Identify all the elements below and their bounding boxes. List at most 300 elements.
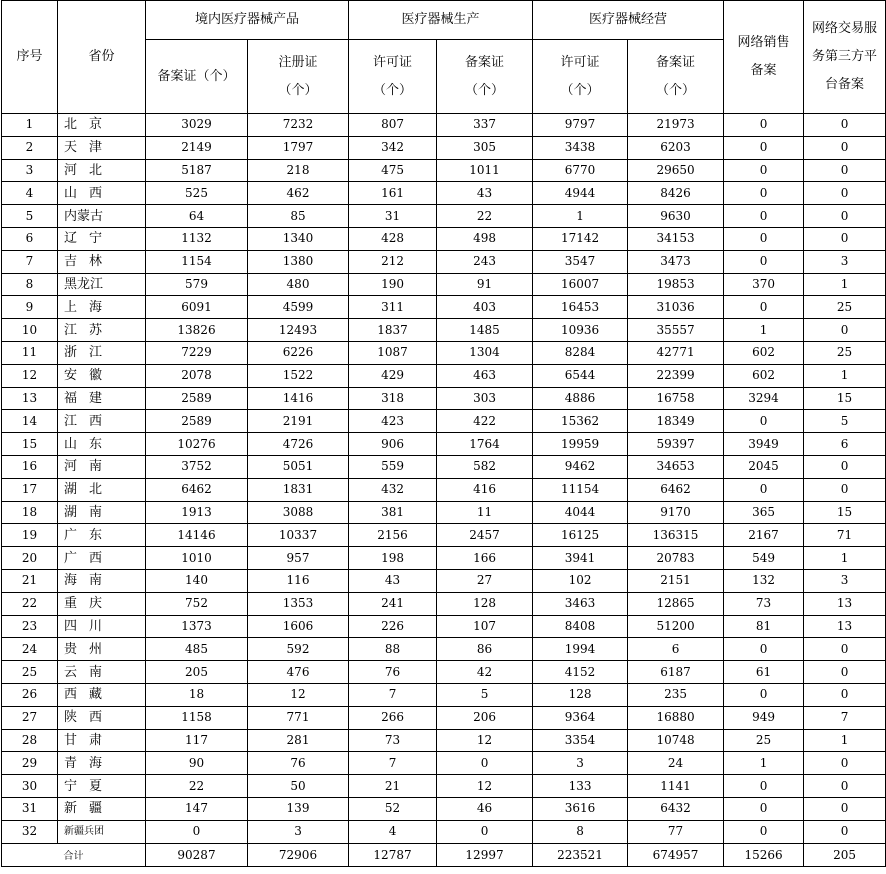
row-value-cell: 5 <box>804 410 886 433</box>
row-value-cell: 1304 <box>437 341 533 364</box>
row-value-cell: 133 <box>533 775 628 798</box>
row-value-cell: 0 <box>724 159 804 182</box>
row-value-cell: 18349 <box>628 410 724 433</box>
row-province: 辽宁 <box>58 227 146 250</box>
row-value-cell: 4599 <box>248 296 349 319</box>
row-value-cell: 42771 <box>628 341 724 364</box>
row-value-cell: 602 <box>724 364 804 387</box>
row-seq: 6 <box>2 227 58 250</box>
row-value-cell: 85 <box>248 205 349 228</box>
row-value-cell: 22 <box>146 775 248 798</box>
row-value-cell: 0 <box>804 114 886 137</box>
row-province: 青海 <box>58 752 146 775</box>
row-value-cell: 0 <box>804 136 886 159</box>
row-value-cell: 525 <box>146 182 248 205</box>
row-value-cell: 1 <box>533 205 628 228</box>
row-value-cell: 0 <box>724 296 804 319</box>
row-value-cell: 3616 <box>533 797 628 820</box>
row-seq: 12 <box>2 364 58 387</box>
row-value-cell: 0 <box>724 136 804 159</box>
row-value-cell: 1522 <box>248 364 349 387</box>
row-value-cell: 1606 <box>248 615 349 638</box>
row-province: 内蒙古 <box>58 205 146 228</box>
total-cell: 90287 <box>146 843 248 866</box>
row-value-cell: 81 <box>724 615 804 638</box>
row-value-cell: 1141 <box>628 775 724 798</box>
row-value-cell: 21973 <box>628 114 724 137</box>
row-value-cell: 0 <box>804 227 886 250</box>
row-seq: 29 <box>2 752 58 775</box>
row-value-cell: 0 <box>146 820 248 843</box>
row-value-cell: 102 <box>533 569 628 592</box>
row-value-cell: 957 <box>248 547 349 570</box>
row-value-cell: 205 <box>146 661 248 684</box>
row-value-cell: 226 <box>349 615 437 638</box>
row-value-cell: 423 <box>349 410 437 433</box>
row-value-cell: 5 <box>437 683 533 706</box>
row-value-cell: 3354 <box>533 729 628 752</box>
total-cell: 72906 <box>248 843 349 866</box>
row-seq: 1 <box>2 114 58 137</box>
row-value-cell: 1764 <box>437 433 533 456</box>
row-value-cell: 10337 <box>248 524 349 547</box>
row-value-cell: 76 <box>248 752 349 775</box>
row-value-cell: 8 <box>533 820 628 843</box>
table-row <box>2 250 886 273</box>
row-value-cell: 218 <box>248 159 349 182</box>
row-value-cell: 0 <box>437 752 533 775</box>
row-value-cell: 6 <box>628 638 724 661</box>
row-value-cell: 1132 <box>146 227 248 250</box>
row-value-cell: 6462 <box>146 478 248 501</box>
row-value-cell: 6544 <box>533 364 628 387</box>
row-seq: 28 <box>2 729 58 752</box>
row-province: 天津 <box>58 136 146 159</box>
row-value-cell: 22 <box>437 205 533 228</box>
row-value-cell: 25 <box>724 729 804 752</box>
row-value-cell: 0 <box>804 752 886 775</box>
row-value-cell: 128 <box>533 683 628 706</box>
row-value-cell: 428 <box>349 227 437 250</box>
row-value-cell: 3941 <box>533 547 628 570</box>
row-province: 黑龙江 <box>58 273 146 296</box>
row-value-cell: 18 <box>146 683 248 706</box>
row-value-cell: 1 <box>804 273 886 296</box>
row-value-cell: 140 <box>146 569 248 592</box>
row-value-cell: 305 <box>437 136 533 159</box>
row-value-cell: 0 <box>437 820 533 843</box>
row-value-cell: 337 <box>437 114 533 137</box>
row-province: 河北 <box>58 159 146 182</box>
header-platform: 网络交易服务第三方平台备案 <box>804 1 886 114</box>
row-value-cell: 2191 <box>248 410 349 433</box>
row-value-cell: 422 <box>437 410 533 433</box>
row-value-cell: 1154 <box>146 250 248 273</box>
row-province: 湖南 <box>58 501 146 524</box>
row-province: 山西 <box>58 182 146 205</box>
row-value-cell: 198 <box>349 547 437 570</box>
row-value-cell: 43 <box>349 569 437 592</box>
row-value-cell: 475 <box>349 159 437 182</box>
row-value-cell: 2156 <box>349 524 437 547</box>
row-value-cell: 1797 <box>248 136 349 159</box>
row-province: 安徽 <box>58 364 146 387</box>
row-value-cell: 3438 <box>533 136 628 159</box>
row-value-cell: 0 <box>804 455 886 478</box>
row-value-cell: 12493 <box>248 319 349 342</box>
row-value-cell: 34653 <box>628 455 724 478</box>
row-seq: 17 <box>2 478 58 501</box>
total-cell: 12787 <box>349 843 437 866</box>
row-value-cell: 2457 <box>437 524 533 547</box>
row-value-cell: 1 <box>804 364 886 387</box>
row-value-cell: 579 <box>146 273 248 296</box>
row-value-cell: 34153 <box>628 227 724 250</box>
row-value-cell: 6187 <box>628 661 724 684</box>
row-value-cell: 0 <box>804 797 886 820</box>
row-value-cell: 0 <box>724 820 804 843</box>
header-province: 省份 <box>58 1 146 114</box>
row-value-cell: 1353 <box>248 592 349 615</box>
header-op-license-line2: （个） <box>560 82 600 98</box>
row-value-cell: 1011 <box>437 159 533 182</box>
row-value-cell: 22399 <box>628 364 724 387</box>
header-operation-record <box>628 40 724 114</box>
row-seq: 15 <box>2 433 58 456</box>
row-value-cell: 0 <box>724 227 804 250</box>
row-value-cell: 432 <box>349 478 437 501</box>
row-value-cell: 31 <box>349 205 437 228</box>
row-value-cell: 13 <box>804 592 886 615</box>
row-province: 吉林 <box>58 250 146 273</box>
row-value-cell: 16453 <box>533 296 628 319</box>
row-province: 重庆 <box>58 592 146 615</box>
row-value-cell: 6 <box>804 433 886 456</box>
row-seq: 19 <box>2 524 58 547</box>
table-row <box>2 341 886 364</box>
device-statistics-table <box>1 0 886 867</box>
row-value-cell: 14146 <box>146 524 248 547</box>
row-value-cell: 31036 <box>628 296 724 319</box>
row-province: 贵州 <box>58 638 146 661</box>
table-row <box>2 501 886 524</box>
row-value-cell: 1373 <box>146 615 248 638</box>
row-value-cell: 4886 <box>533 387 628 410</box>
row-value-cell: 906 <box>349 433 437 456</box>
row-value-cell: 0 <box>724 114 804 137</box>
row-value-cell: 15 <box>804 387 886 410</box>
row-value-cell: 3029 <box>146 114 248 137</box>
row-value-cell: 1837 <box>349 319 437 342</box>
row-value-cell: 0 <box>724 683 804 706</box>
row-value-cell: 549 <box>724 547 804 570</box>
table-row <box>2 296 886 319</box>
table-row <box>2 615 886 638</box>
row-seq: 18 <box>2 501 58 524</box>
row-value-cell: 1416 <box>248 387 349 410</box>
row-value-cell: 77 <box>628 820 724 843</box>
row-value-cell: 241 <box>349 592 437 615</box>
row-value-cell: 17142 <box>533 227 628 250</box>
row-value-cell: 16125 <box>533 524 628 547</box>
row-value-cell: 46 <box>437 797 533 820</box>
row-value-cell: 73 <box>724 592 804 615</box>
row-value-cell: 6091 <box>146 296 248 319</box>
row-value-cell: 0 <box>724 797 804 820</box>
row-value-cell: 4944 <box>533 182 628 205</box>
row-value-cell: 3752 <box>146 455 248 478</box>
row-value-cell: 1 <box>724 319 804 342</box>
row-value-cell: 303 <box>437 387 533 410</box>
row-value-cell: 5051 <box>248 455 349 478</box>
row-value-cell: 0 <box>804 478 886 501</box>
row-value-cell: 3294 <box>724 387 804 410</box>
row-seq: 4 <box>2 182 58 205</box>
row-value-cell: 243 <box>437 250 533 273</box>
table-row <box>2 661 886 684</box>
row-province: 海南 <box>58 569 146 592</box>
row-value-cell: 3 <box>804 569 886 592</box>
row-value-cell: 476 <box>248 661 349 684</box>
row-seq: 10 <box>2 319 58 342</box>
row-value-cell: 281 <box>248 729 349 752</box>
row-value-cell: 370 <box>724 273 804 296</box>
row-seq: 20 <box>2 547 58 570</box>
row-province: 江西 <box>58 410 146 433</box>
row-seq: 7 <box>2 250 58 273</box>
row-value-cell: 10748 <box>628 729 724 752</box>
row-value-cell: 266 <box>349 706 437 729</box>
table-row <box>2 569 886 592</box>
row-value-cell: 212 <box>349 250 437 273</box>
row-province: 山东 <box>58 433 146 456</box>
row-value-cell: 3 <box>248 820 349 843</box>
row-value-cell: 4044 <box>533 501 628 524</box>
table-row <box>2 410 886 433</box>
row-value-cell: 11 <box>437 501 533 524</box>
row-seq: 13 <box>2 387 58 410</box>
row-value-cell: 0 <box>724 478 804 501</box>
row-province: 上海 <box>58 296 146 319</box>
row-value-cell: 0 <box>724 775 804 798</box>
row-value-cell: 4152 <box>533 661 628 684</box>
row-value-cell: 9462 <box>533 455 628 478</box>
row-value-cell: 429 <box>349 364 437 387</box>
row-value-cell: 2149 <box>146 136 248 159</box>
row-seq: 24 <box>2 638 58 661</box>
row-value-cell: 59397 <box>628 433 724 456</box>
row-value-cell: 2167 <box>724 524 804 547</box>
row-value-cell: 403 <box>437 296 533 319</box>
total-cell: 15266 <box>724 843 804 866</box>
row-value-cell: 7229 <box>146 341 248 364</box>
row-value-cell: 0 <box>804 159 886 182</box>
row-seq: 5 <box>2 205 58 228</box>
row-value-cell: 20783 <box>628 547 724 570</box>
row-value-cell: 6226 <box>248 341 349 364</box>
table-row <box>2 114 886 137</box>
row-province: 福建 <box>58 387 146 410</box>
table-row <box>2 706 886 729</box>
row-value-cell: 10936 <box>533 319 628 342</box>
row-value-cell: 602 <box>724 341 804 364</box>
header-op-record-line1: 备案证 <box>656 54 696 70</box>
row-value-cell: 771 <box>248 706 349 729</box>
row-seq: 23 <box>2 615 58 638</box>
row-value-cell: 0 <box>804 775 886 798</box>
table-row <box>2 455 886 478</box>
row-value-cell: 0 <box>804 638 886 661</box>
header-domestic-reg-line1: 注册证 <box>278 54 318 70</box>
row-seq: 9 <box>2 296 58 319</box>
row-value-cell: 1994 <box>533 638 628 661</box>
row-value-cell: 107 <box>437 615 533 638</box>
row-province: 广西 <box>58 547 146 570</box>
table-body <box>2 114 886 844</box>
row-value-cell: 0 <box>804 319 886 342</box>
row-seq: 31 <box>2 797 58 820</box>
row-value-cell: 71 <box>804 524 886 547</box>
row-value-cell: 2151 <box>628 569 724 592</box>
table-row <box>2 182 886 205</box>
row-value-cell: 13 <box>804 615 886 638</box>
row-value-cell: 11154 <box>533 478 628 501</box>
row-value-cell: 19853 <box>628 273 724 296</box>
row-value-cell: 592 <box>248 638 349 661</box>
row-value-cell: 2589 <box>146 410 248 433</box>
row-value-cell: 1 <box>804 547 886 570</box>
row-value-cell: 9797 <box>533 114 628 137</box>
row-value-cell: 91 <box>437 273 533 296</box>
header-production-license <box>349 40 437 114</box>
row-value-cell: 1485 <box>437 319 533 342</box>
row-value-cell: 2045 <box>724 455 804 478</box>
row-province: 西藏 <box>58 683 146 706</box>
header-group-production: 医疗器械生产 <box>349 1 533 40</box>
row-value-cell: 1380 <box>248 250 349 273</box>
row-value-cell: 416 <box>437 478 533 501</box>
row-value-cell: 8284 <box>533 341 628 364</box>
table-row <box>2 775 886 798</box>
row-seq: 25 <box>2 661 58 684</box>
row-value-cell: 25 <box>804 296 886 319</box>
row-value-cell: 50 <box>248 775 349 798</box>
header-seq: 序号 <box>2 1 58 114</box>
row-value-cell: 136315 <box>628 524 724 547</box>
row-value-cell: 15362 <box>533 410 628 433</box>
row-province: 四川 <box>58 615 146 638</box>
table-row <box>2 592 886 615</box>
row-value-cell: 147 <box>146 797 248 820</box>
total-cell: 674957 <box>628 843 724 866</box>
row-value-cell: 7 <box>349 752 437 775</box>
row-seq: 14 <box>2 410 58 433</box>
row-value-cell: 13826 <box>146 319 248 342</box>
row-value-cell: 10276 <box>146 433 248 456</box>
header-production-record <box>437 40 533 114</box>
header-op-record-line2: （个） <box>656 82 696 98</box>
row-value-cell: 24 <box>628 752 724 775</box>
row-value-cell: 12 <box>437 729 533 752</box>
row-value-cell: 0 <box>804 182 886 205</box>
header-prod-record-line2: （个） <box>465 82 505 98</box>
table-row <box>2 205 886 228</box>
row-seq: 8 <box>2 273 58 296</box>
row-value-cell: 0 <box>804 205 886 228</box>
row-value-cell: 73 <box>349 729 437 752</box>
row-value-cell: 128 <box>437 592 533 615</box>
row-value-cell: 0 <box>724 250 804 273</box>
row-value-cell: 88 <box>349 638 437 661</box>
table-row <box>2 319 886 342</box>
header-domestic-registration <box>248 40 349 114</box>
total-cell: 12997 <box>437 843 533 866</box>
table-footer <box>2 843 886 866</box>
header-operation-license <box>533 40 628 114</box>
row-value-cell: 3463 <box>533 592 628 615</box>
row-value-cell: 139 <box>248 797 349 820</box>
row-value-cell: 12 <box>437 775 533 798</box>
row-value-cell: 27 <box>437 569 533 592</box>
row-value-cell: 3 <box>533 752 628 775</box>
row-value-cell: 949 <box>724 706 804 729</box>
row-value-cell: 16007 <box>533 273 628 296</box>
table-row <box>2 683 886 706</box>
row-value-cell: 0 <box>724 410 804 433</box>
row-value-cell: 0 <box>804 661 886 684</box>
table-row <box>2 273 886 296</box>
row-value-cell: 1087 <box>349 341 437 364</box>
row-province: 新疆 <box>58 797 146 820</box>
row-seq: 3 <box>2 159 58 182</box>
row-value-cell: 0 <box>724 638 804 661</box>
row-value-cell: 21 <box>349 775 437 798</box>
row-value-cell: 0 <box>804 820 886 843</box>
row-value-cell: 16880 <box>628 706 724 729</box>
header-domestic-reg-line2: （个） <box>278 82 318 98</box>
row-value-cell: 61 <box>724 661 804 684</box>
row-province: 浙江 <box>58 341 146 364</box>
row-value-cell: 1158 <box>146 706 248 729</box>
row-value-cell: 0 <box>724 182 804 205</box>
row-province: 云南 <box>58 661 146 684</box>
row-value-cell: 76 <box>349 661 437 684</box>
row-seq: 26 <box>2 683 58 706</box>
row-value-cell: 3473 <box>628 250 724 273</box>
table-row <box>2 136 886 159</box>
table-row <box>2 797 886 820</box>
row-value-cell: 42 <box>437 661 533 684</box>
table-row <box>2 752 886 775</box>
row-province: 甘肃 <box>58 729 146 752</box>
row-seq: 27 <box>2 706 58 729</box>
table-header <box>2 1 886 114</box>
row-value-cell: 1 <box>724 752 804 775</box>
row-province: 江苏 <box>58 319 146 342</box>
header-op-license-line1: 许可证 <box>560 54 600 70</box>
row-province: 北京 <box>58 114 146 137</box>
row-value-cell: 1913 <box>146 501 248 524</box>
row-value-cell: 25 <box>804 341 886 364</box>
row-value-cell: 7 <box>349 683 437 706</box>
row-value-cell: 7 <box>804 706 886 729</box>
table-row <box>2 638 886 661</box>
table-row <box>2 364 886 387</box>
row-value-cell: 51200 <box>628 615 724 638</box>
row-value-cell: 365 <box>724 501 804 524</box>
row-value-cell: 12 <box>248 683 349 706</box>
row-value-cell: 166 <box>437 547 533 570</box>
